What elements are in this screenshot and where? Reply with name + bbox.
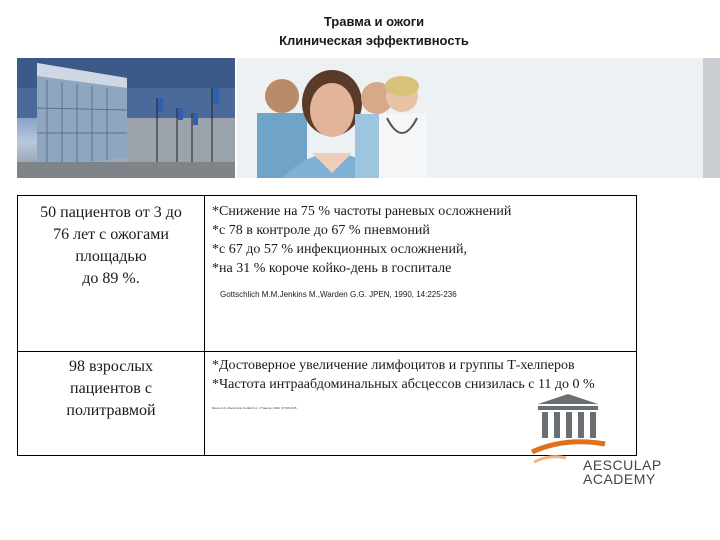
title-line-1: Травма и ожоги bbox=[323, 14, 425, 29]
row1-result-line: *на 31 % короче койко-день в госпитале bbox=[212, 261, 452, 276]
row2-left-line: пациентов с bbox=[70, 380, 152, 397]
row2-result-line: *Частота интраабдоминальных абсцессов снизилась с 11 до 0 % bbox=[212, 377, 595, 392]
row2-left-line: 98 взрослых bbox=[68, 358, 154, 375]
photo-edge-strip bbox=[703, 58, 720, 178]
row1-left-line: площадью bbox=[75, 248, 147, 265]
logo-line-1: AESCULAP bbox=[583, 457, 662, 473]
medical-staff-photo bbox=[237, 58, 703, 178]
accent-swoosh-small-icon bbox=[534, 457, 566, 462]
table-column-divider bbox=[204, 196, 205, 455]
temple-columns-icon bbox=[538, 394, 598, 438]
logo-wordmark bbox=[583, 458, 662, 486]
row1-result-line: *с 78 в контроле до 67 % пневмоний bbox=[212, 223, 430, 238]
row2-left-line: политравмой bbox=[66, 402, 156, 419]
row2-patients-cell bbox=[18, 356, 204, 422]
title-line-2: Клиническая эффективность bbox=[279, 33, 469, 48]
table-row-divider bbox=[18, 351, 636, 352]
row1-left-line: до 89 %. bbox=[82, 270, 140, 287]
row1-left-line: 76 лет с ожогами bbox=[53, 226, 169, 243]
row1-patients-cell bbox=[18, 202, 204, 290]
row2-reference: Moore F.A.,Moore E.E.,Kudsk K.A. J Trauma, 1994, 37:607-615 bbox=[212, 406, 297, 410]
row1-reference: Gottschlich M.M.Jenkins M.,Warden G.G. JPEN, 1990, 14:225-236 bbox=[220, 290, 457, 299]
medical-staff-image bbox=[237, 58, 703, 178]
logo-line-2: ACADEMY bbox=[583, 471, 656, 487]
row1-result-line: *с 67 до 57 % инфекционных осложнений, bbox=[212, 242, 468, 257]
row1-results-cell bbox=[212, 202, 511, 278]
row1-result-line: *Снижение на 75 % частоты раневых осложнений bbox=[212, 204, 512, 219]
accent-swoosh-icon bbox=[532, 442, 605, 452]
building-photo bbox=[17, 58, 235, 178]
row2-result-line: *Достоверное увеличение лимфоцитов и группы Т-хелперов bbox=[212, 358, 575, 373]
row2-results-cell bbox=[212, 356, 595, 394]
slide-title bbox=[0, 12, 720, 50]
row1-left-line: 50 пациентов от 3 до bbox=[40, 204, 182, 221]
building-image bbox=[17, 58, 235, 178]
